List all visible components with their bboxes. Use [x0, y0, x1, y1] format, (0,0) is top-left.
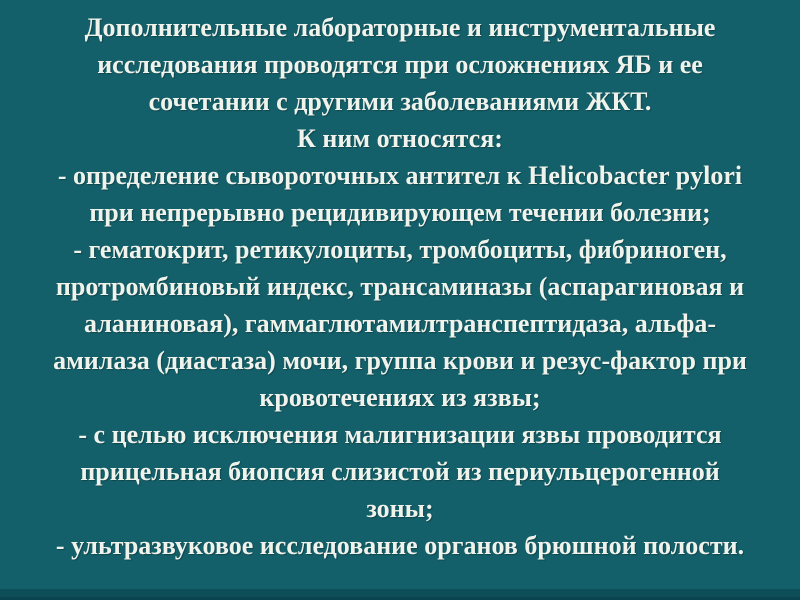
slide-text-block — [0, 9, 800, 564]
slide-text-line: Дополнительные лабораторные и инструментальные — [84, 13, 716, 42]
slide-text-line: аланиновая), гаммаглютамилтранспептидаза, альфа- — [83, 309, 717, 338]
slide-text-line: - гематокрит, ретикулоциты, тромбоциты, фибриноген, — [73, 235, 727, 264]
slide-text-line: зоны; — [366, 494, 434, 523]
slide-text-line: протромбиновый индекс, трансаминазы (аспарагиновая и — [55, 272, 745, 301]
slide-text-line: амилаза (диастаза) мочи, группа крови и резус-фактор при — [53, 346, 747, 375]
slide-text-line: прицельная биопсия слизистой из периульцерогенной — [80, 457, 720, 486]
slide-bottom-accent-bar — [0, 589, 800, 600]
slide-text-line: К ним относятся: — [297, 124, 503, 153]
slide-text-line: - с целью исключения малигнизации язвы проводится — [78, 420, 722, 449]
slide-text-line: - определение сывороточных антител к Helicobacter pylori — [57, 161, 743, 190]
slide-text-line: исследования проводятся при осложнениях ЯБ и ее — [97, 50, 703, 79]
slide-text-line: - ультразвуковое исследование органов брюшной полости. — [55, 531, 745, 560]
slide-text-line: сочетании с другими заболеваниями ЖКТ. — [148, 87, 652, 116]
slide-text-line: кровотечениях из язвы; — [259, 383, 541, 412]
slide-text-line: при непрерывно рецидивирующем течении болезни; — [89, 198, 711, 227]
